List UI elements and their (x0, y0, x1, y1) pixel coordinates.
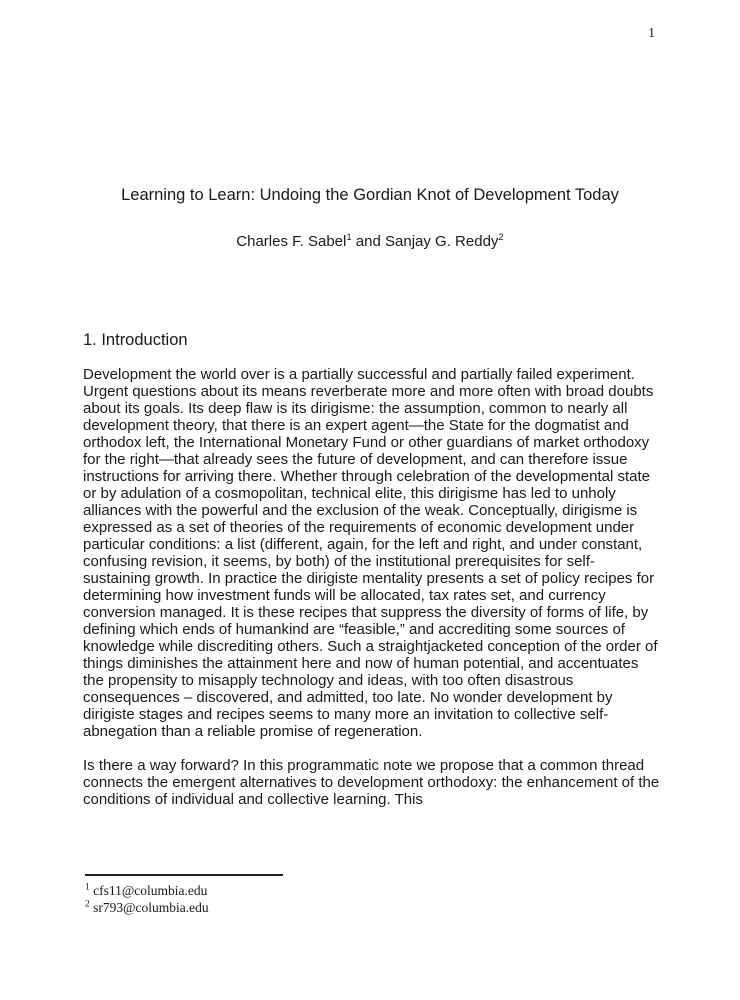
footnote-separator-rule (85, 874, 283, 876)
footnote-1-marker: 1 (85, 882, 90, 893)
author-2: Sanjay G. Reddy (385, 233, 499, 250)
footnote-block (85, 874, 663, 916)
footnote-2-marker: 2 (85, 899, 90, 910)
paper-title: Learning to Learn: Undoing the Gordian Knot of Development Today (121, 186, 619, 204)
footnote-2-text: sr793@columbia.edu (89, 900, 209, 915)
page-number: 1 (648, 26, 655, 41)
author-1-footnote-marker: 1 (346, 232, 352, 243)
paragraph-2: Is there a way forward? In this programmatic note we propose that a common thread connects the emergent alternatives to development orthodoxy: the enhancement of the conditions of individual and collective learning. This (83, 757, 660, 808)
author-line (82, 233, 658, 250)
author-join-text: and (351, 233, 386, 250)
body-text (83, 366, 661, 808)
author-2-footnote-marker: 2 (498, 232, 504, 243)
paragraph-1: Development the world over is a partially successful and partially failed experiment. Urgent questions about its means reverberate more and more often with broad doubts about its goals. Its deep flaw is its dirigisme: the assumption, common to nearly all development theory, that there is an expert agent—the State for the dogmatist and orthodox left, the International Monetary Fund or other guardians of market orthodoxy for the right—that already sees the future of development, and can therefore issue instructions for arriving there. Whether through celebration of the developmental state or by adulation of a cosmopolitan, technical elite, this dirigisme has led to unholy alliances with the powerful and the exclusion of the weak. Conceptually, dirigisme is expressed as a set of theories of the requirements of economic development under particular conditions: a list (different, again, for the left and right, and under constant, confusing revision, it seems, by both) of the institutional prerequisites for self-sustaining growth. In practice the dirigiste mentality presents a set of policy recipes for determining how investment funds will be allocated, tax rates set, and currency conversion managed. It is these recipes that suppress the diversity of forms of life, by defining which ends of humankind are “feasible,” and accrediting some sources of knowledge while discrediting others. Such a straightjacketed conception of the order of things diminishes the attainment here and now of human potential, and accentuates the propensity to misapply technology and ideas, with too often disastrous consequences – discovered, and admitted, too late. No wonder development by dirigiste stages and recipes seems to many more an invitation to collective self-abnegation than a reliable promise of regeneration. (83, 366, 658, 740)
footnote-1-text: cfs11@columbia.edu (89, 883, 208, 898)
section-heading-introduction: 1. Introduction (83, 331, 188, 349)
author-1: Charles F. Sabel (236, 233, 347, 250)
footnote-2 (85, 899, 663, 916)
footnote-1 (85, 882, 663, 899)
